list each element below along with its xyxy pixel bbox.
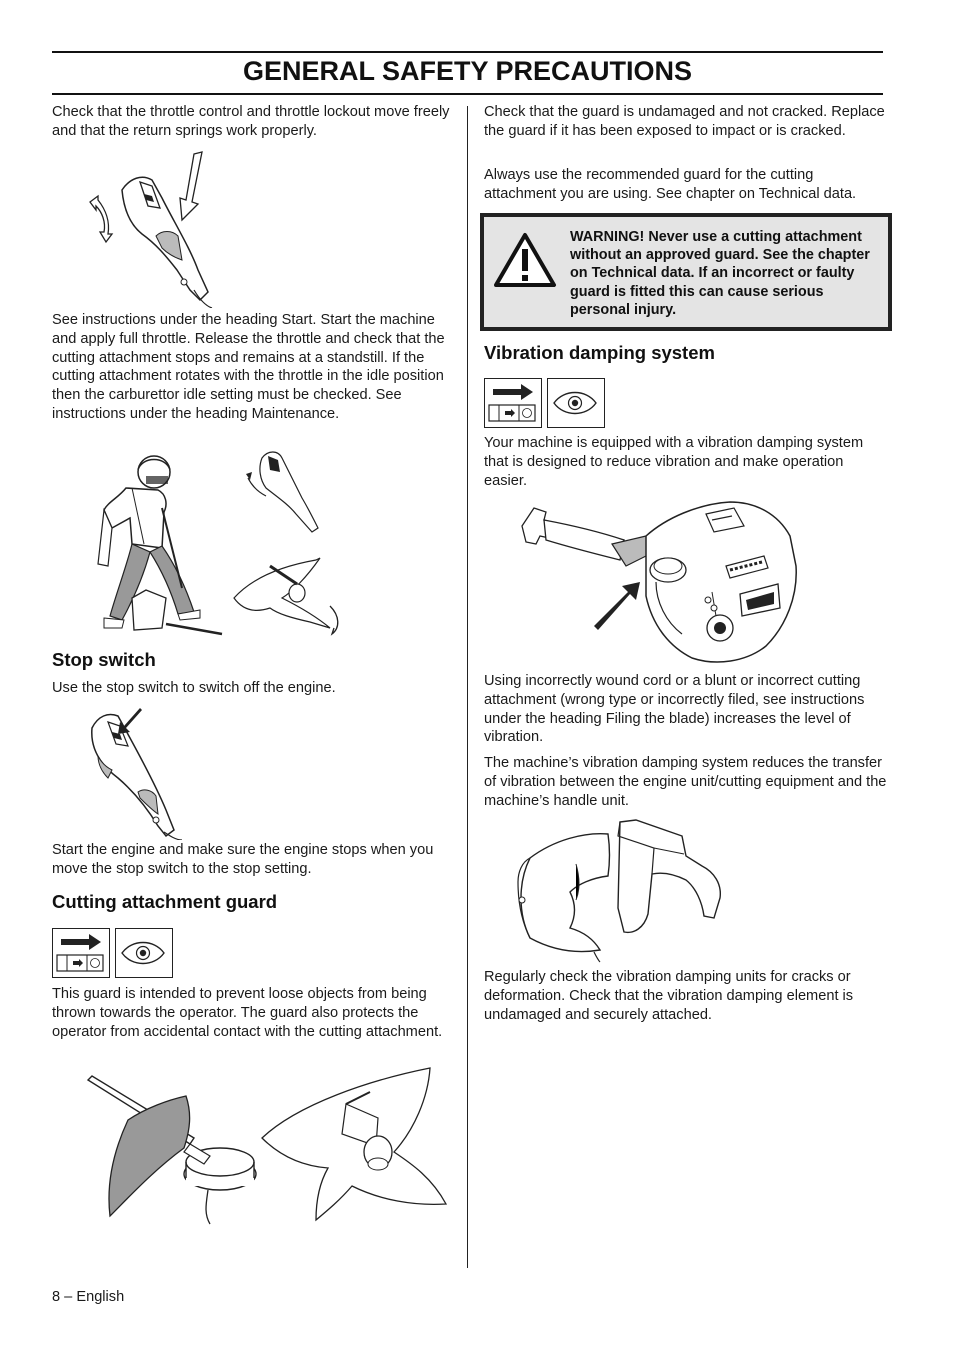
eye-icon	[548, 379, 603, 426]
guard-check-paragraph: Check that the guard is undamaged and not cracked. Replace the guard if it has been exposed to impact or is cracked.	[484, 104, 885, 139]
vibration-damping-elements-illustration	[514, 818, 726, 964]
column-divider	[467, 106, 468, 1268]
read-manual-symbol-vibration	[484, 378, 542, 428]
trimmer-guard-illustration	[84, 1066, 460, 1230]
throttle-handle-illustration	[82, 150, 232, 308]
guard-paragraph: This guard is intended to prevent loose objects from being thrown towards the operator. The guard also protects the operator from accidental contact with the cutting attachment.	[52, 986, 443, 1040]
wrong-cord-paragraph: Using incorrectly wound cord or a blunt or incorrect cutting attachment (wrong type or incorrectly filed, see instructions under the heading Filing the blade) increases the level of vibration.	[484, 673, 865, 746]
engine-unit-illustration	[516, 496, 802, 668]
stop-switch-illustration	[84, 706, 194, 840]
operator-throttle-check-illustration	[82, 448, 352, 638]
damping-reduces-paragraph: The machine’s vibration damping system reduces the transfer of vibration between the engine unit/cutting equipment and the machine’s handle unit.	[484, 755, 887, 809]
eye-protection-symbol	[115, 928, 173, 978]
warning-box	[480, 213, 892, 331]
page-title: GENERAL SAFETY PRECAUTIONS	[242, 56, 693, 86]
page-footer: 8 – English	[52, 1289, 125, 1305]
header-bottom-rule	[52, 93, 883, 95]
regular-check-paragraph: Regularly check the vibration damping units for cracks or deformation. Check that the vibration damping element is undamaged and securely attached.	[484, 969, 854, 1023]
warning-text: WARNING! Never use a cutting attachment without an approved guard. See the chapter on Technical data. If an incorrect or faulty guard is fitted this can cause serious personal injury.	[570, 229, 870, 318]
guard-recommend-paragraph: Always use the recommended guard for the cutting attachment you are using. See chapter on Technical data.	[484, 167, 857, 202]
eye-icon	[116, 929, 171, 976]
header-top-rule	[52, 51, 883, 53]
arrow-right-icon	[53, 929, 108, 976]
stop-switch-paragraph: Use the stop switch to switch off the engine.	[52, 680, 336, 696]
arrow-right-icon	[485, 379, 540, 426]
warning-triangle-icon	[492, 231, 558, 289]
throttle-paragraph: Check that the throttle control and throttle lockout move freely and that the return springs work properly.	[52, 104, 450, 139]
start-instructions-paragraph: See instructions under the heading Start. Start the machine and apply full throttle. Release the throttle and check that the cutting attachment stops and remains at a standstill. If the cutting attachment rotates with the throttle in the idle position then the carburettor idle setting must be checked. See instructions under the heading Maintenance.	[52, 312, 445, 422]
eye-protection-symbol-vibration	[547, 378, 605, 428]
read-manual-symbol	[52, 928, 110, 978]
stop-switch-heading: Stop switch	[52, 649, 156, 670]
vibration-heading: Vibration damping system	[484, 342, 715, 363]
guard-heading: Cutting attachment guard	[52, 891, 278, 912]
vibration-paragraph: Your machine is equipped with a vibration damping system that is designed to reduce vibration and make operation easier.	[484, 435, 864, 489]
stop-check-paragraph: Start the engine and make sure the engine stops when you move the stop switch to the stop setting.	[52, 842, 434, 877]
